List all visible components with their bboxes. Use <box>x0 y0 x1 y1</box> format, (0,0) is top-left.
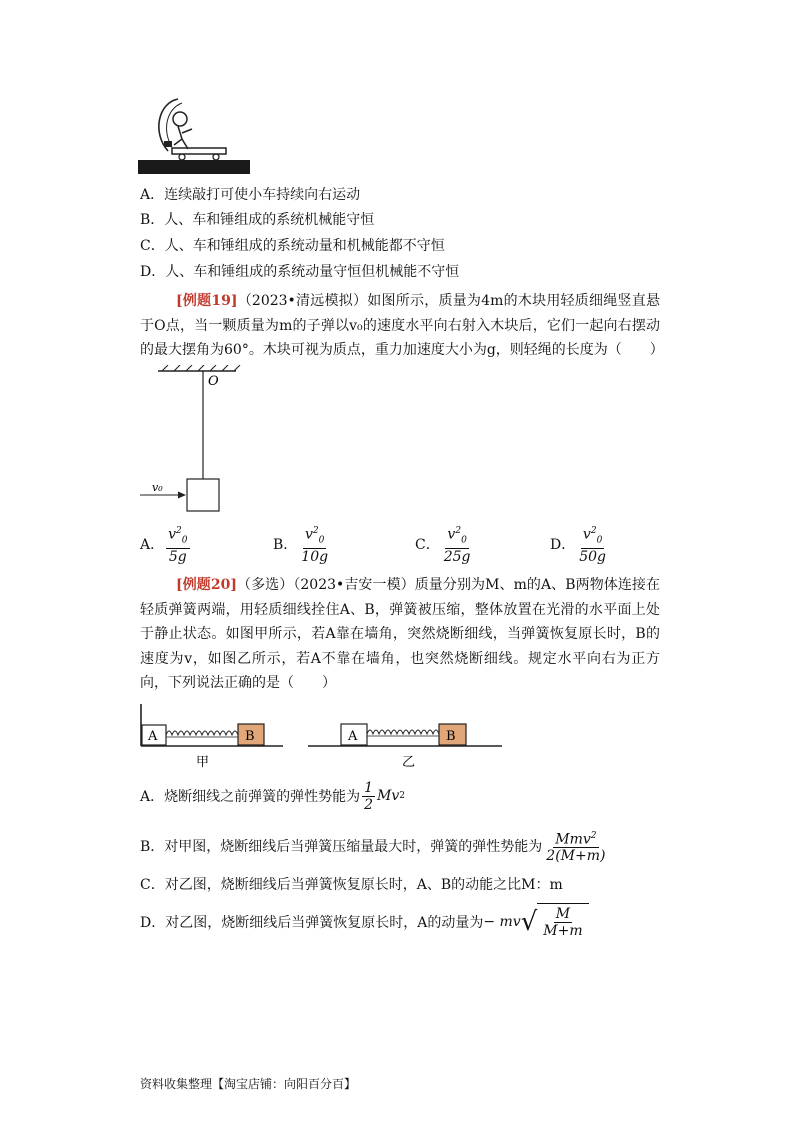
q20-text: （多选）（2023•吉安一模）质量分别为M、m的A、B两物体连接在轻质弹簧两端，用轻质细线拴住A、B，弹簧被压缩，整体放置在光滑的水平面上处于静止状态。如图甲所示，若A靠在墙角，突然烧断细线，当弹簧恢复原长时，B的速度为v，如图乙所示，若A不靠在墙角，也突然烧断细线。规定水平向右为正方向，下列说法正确的是（ ） <box>140 577 660 691</box>
q19-option-d <box>550 522 610 566</box>
q20-stem <box>140 573 660 696</box>
jia-block-b-label: B <box>245 729 255 744</box>
q18-option-a: A．连续敲打可使小车持续向右运动 <box>140 187 361 203</box>
q18-option-b: B．人、车和锤组成的系统机械能守恒 <box>140 212 375 228</box>
pendulum-label-v0: v₀ <box>152 481 163 494</box>
q19-c-sup: 2 <box>455 525 462 536</box>
q19-stem <box>140 289 664 363</box>
q19-option-b-frac <box>299 523 330 565</box>
q20-option-b <box>140 826 609 866</box>
q19-option-c-frac <box>442 523 473 565</box>
q19-option-d-letter: D． <box>550 537 576 553</box>
q19-option-b-letter: B． <box>273 537 298 553</box>
fig-label-yi: 乙 <box>402 755 416 770</box>
q19-d-num: v <box>582 526 591 543</box>
q19-a-sub: 0 <box>181 535 188 546</box>
q19-option-c <box>415 522 475 566</box>
q19-option-c-letter: C． <box>415 537 440 553</box>
q20-a-den: 2 <box>364 796 374 813</box>
q20-b-den: 2(M+m) <box>546 848 606 865</box>
q19-c-den: 25g <box>443 549 471 566</box>
q20-option-c: C．对乙图，烧断细线后当弹簧恢复原长时，A、B的动能之比M：m <box>140 877 563 893</box>
pendulum-label-o: O <box>208 374 219 389</box>
q19-d-sub: 0 <box>596 535 603 546</box>
q20-a-tail: Mv <box>377 788 400 804</box>
fig-label-jia: 甲 <box>196 755 210 770</box>
q19-option-a <box>140 522 192 566</box>
q20-d-sqrt: √ $\frac{M}{M+m}$ <box>521 903 589 941</box>
q19-tag: [例题19] <box>176 293 238 309</box>
footer-source: 资料收集整理【淘宝店铺：向阳百分百】 <box>140 1077 357 1091</box>
q19-option-a-frac <box>166 523 189 565</box>
pendulum-figure <box>140 365 244 515</box>
yi-block-a-label: A <box>348 729 358 744</box>
q19-d-sup: 2 <box>590 525 597 536</box>
q20-tag: [例题20] <box>176 577 237 593</box>
q20-option-b-frac: $\frac{Mmv^2}{2(M+m)}$ <box>544 828 607 865</box>
spring-figure-yi <box>308 700 508 770</box>
q20-d-pre: − mv <box>483 914 521 930</box>
q19-option-d-frac <box>577 523 608 565</box>
q20-b-num: Mmv <box>555 831 591 848</box>
q20-option-a-text: A．烧断细线之前弹簧的弹性势能为 <box>140 789 361 805</box>
hammer-cart-figure <box>138 93 252 177</box>
q19-a-den: 5g <box>168 549 187 566</box>
q20-option-a: A．烧断细线之前弹簧的弹性势能为 $\frac{1}{2}$ Mv 2 <box>140 779 406 813</box>
q19-b-sup: 2 <box>312 525 319 536</box>
q19-a-sup: 2 <box>176 525 182 536</box>
q18-option-d: D．人、车和锤组成的系统动量守恒但机械能不守恒 <box>140 264 460 280</box>
q19-d-den: 50g <box>579 549 607 566</box>
q20-a-num: 1 <box>364 779 374 796</box>
q20-d-num: M <box>555 906 571 922</box>
q19-a-num: v <box>168 526 177 543</box>
q19-option-b <box>273 522 332 566</box>
jia-block-a-label: A <box>148 729 158 744</box>
q19-b-sub: 0 <box>318 535 325 546</box>
q20-option-d-text: D．对乙图，烧断细线后当弹簧恢复原长时，A的动量为 <box>140 915 484 931</box>
q19-c-num: v <box>447 526 456 543</box>
yi-block-b-label: B <box>446 729 456 744</box>
q20-option-d <box>140 900 589 944</box>
q20-option-a-frac <box>362 780 375 813</box>
q19-b-num: v <box>304 526 313 543</box>
q19-b-den: 10g <box>301 549 329 566</box>
spring-figure-jia <box>138 700 288 770</box>
q20-option-b-text: B．对甲图，烧断细线后当弹簧压缩量最大时，弹簧的弹性势能为 <box>140 839 543 855</box>
q20-d-den: M+m <box>543 923 583 939</box>
q19-text: （2023•清远模拟）如图所示，质量为4m的木块用轻质细绳竖直悬于O点，当一颗质量为m的子弹以v₀的速度水平向右射入木块后，它们一起向右摆动的最大摆角为60°。木块可视为质点，重力加速度大小为g，则轻绳的长度为（ ） <box>140 293 664 358</box>
q19-c-sub: 0 <box>461 535 467 546</box>
q18-option-c: C．人、车和锤组成的系统动量和机械能都不守恒 <box>140 238 445 254</box>
q19-option-a-letter: A． <box>140 537 165 553</box>
